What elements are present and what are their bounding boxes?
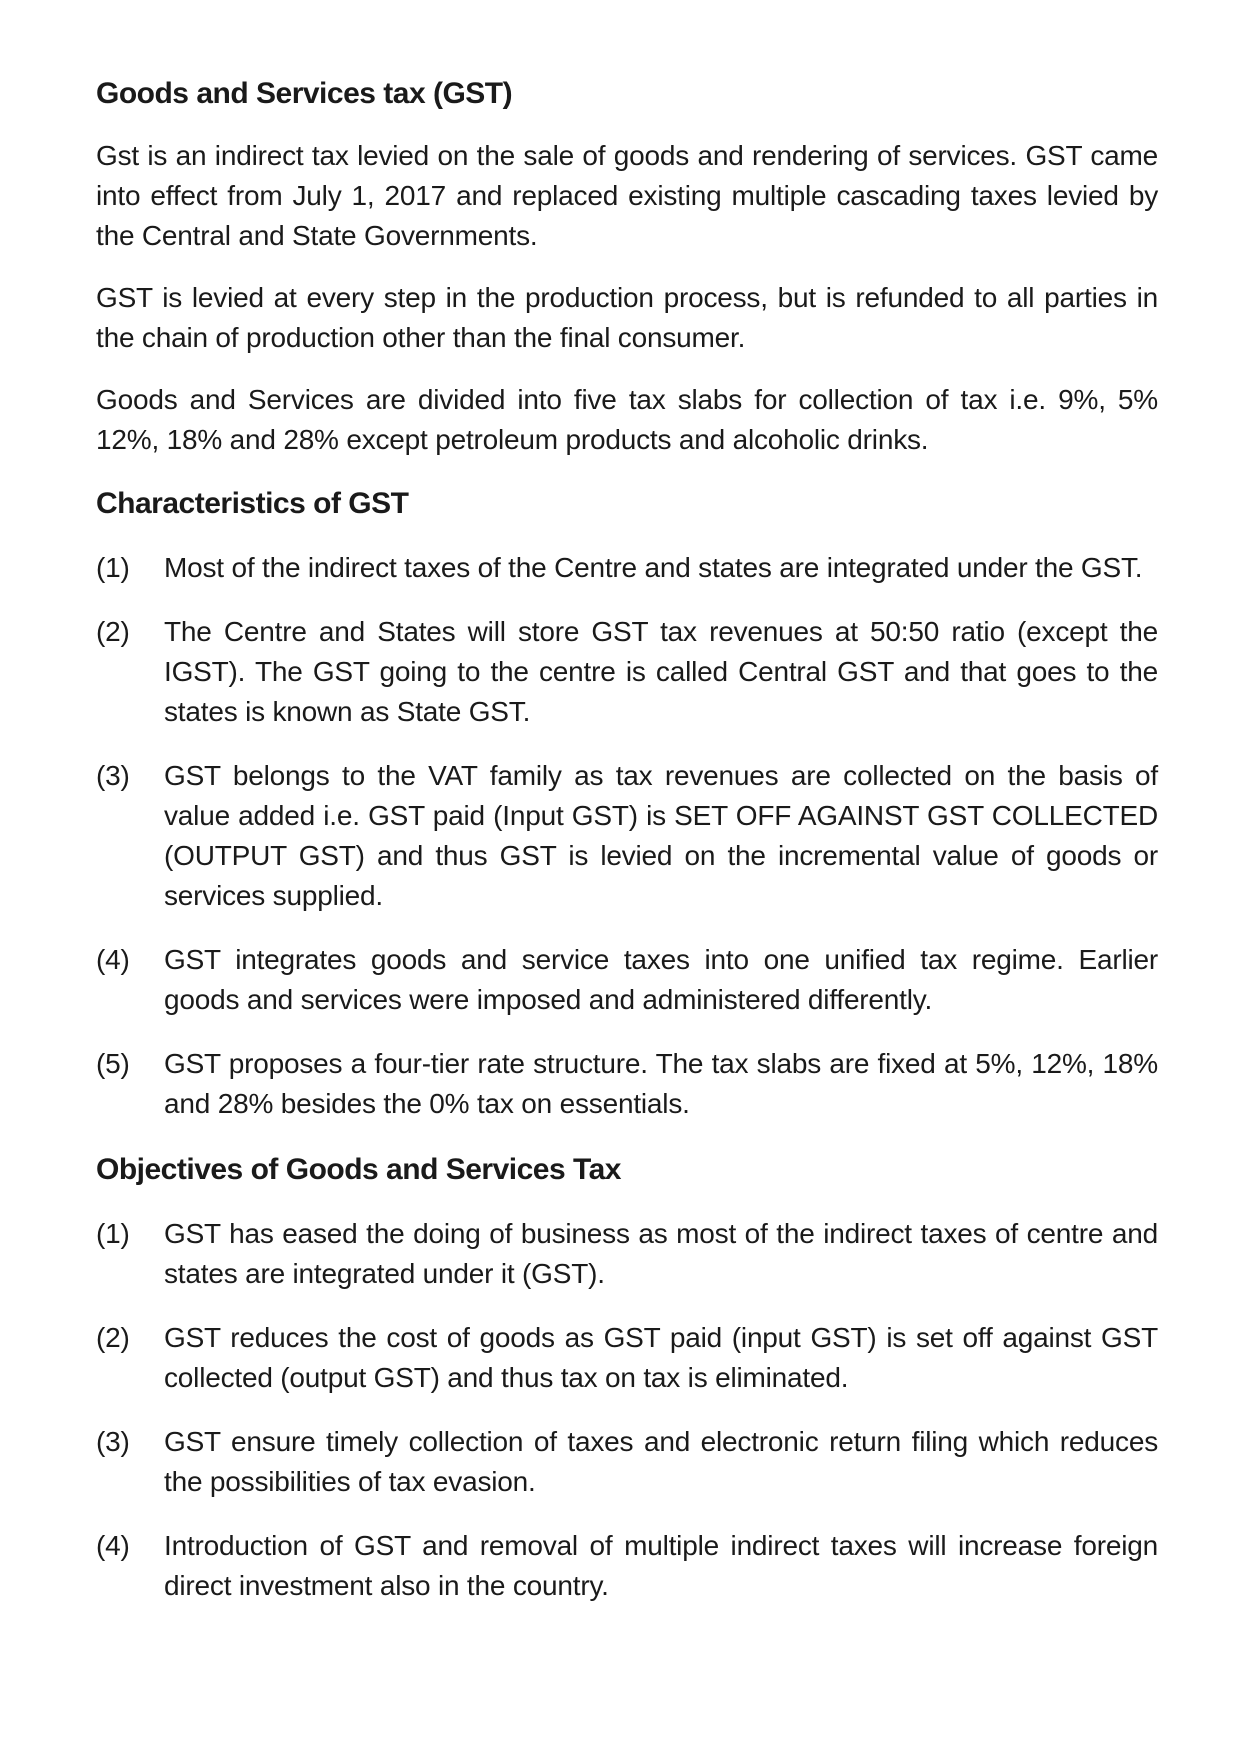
- list-item-number: (2): [96, 1322, 130, 1353]
- characteristics-list: [96, 548, 1158, 1124]
- list-item: [96, 940, 1158, 1020]
- list-item-number: (1): [96, 1218, 130, 1249]
- list-item: [96, 612, 1158, 732]
- objectives-heading: Objectives of Goods and Services Tax: [96, 1153, 621, 1186]
- list-item: [96, 1422, 1158, 1502]
- list-item: [96, 1044, 1158, 1124]
- list-item-number: (5): [96, 1048, 130, 1079]
- list-item-number: (1): [96, 552, 130, 583]
- list-item-number: (2): [96, 616, 130, 647]
- list-item-text: GST proposes a four-tier rate structure. The tax slabs are fixed at 5%, 12%, 18% and 28% besides the 0% tax on essentials.: [164, 1048, 1158, 1119]
- list-item-text: GST ensure timely collection of taxes and electronic return filing which reduces the possibilities of tax evasion.: [164, 1426, 1158, 1497]
- list-item: [96, 1526, 1158, 1606]
- list-item: [96, 548, 1158, 588]
- objectives-list: [96, 1214, 1158, 1606]
- list-item: [96, 1214, 1158, 1294]
- list-item-text: GST integrates goods and service taxes into one unified tax regime. Earlier goods and services were imposed and administered differently.: [164, 944, 1158, 1015]
- list-item-number: (3): [96, 1426, 130, 1457]
- list-item-text: GST reduces the cost of goods as GST paid (input GST) is set off against GST collected (output GST) and thus tax on tax is eliminated.: [164, 1322, 1158, 1393]
- list-item-number: (3): [96, 760, 130, 791]
- list-item: [96, 1318, 1158, 1398]
- intro-paragraph: GST is levied at every step in the production process, but is refunded to all parties in the chain of production other than the final consumer.: [96, 282, 1158, 353]
- list-item-text: GST has eased the doing of business as most of the indirect taxes of centre and states are integrated under it (GST).: [164, 1218, 1158, 1289]
- list-item-text: GST belongs to the VAT family as tax revenues are collected on the basis of value added i.e. GST paid (Input GST) is SET OFF AGAINST GST COLLECTED (OUTPUT GST) and thus GST is levied on the incremental value of goods or services supplied.: [164, 760, 1158, 911]
- list-item-text: The Centre and States will store GST tax revenues at 50:50 ratio (except the IGST). The GST going to the centre is called Central GST and that goes to the states is known as State GST.: [164, 616, 1158, 727]
- list-item-number: (4): [96, 1530, 130, 1561]
- characteristics-heading: Characteristics of GST: [96, 487, 409, 520]
- intro-paragraph: Gst is an indirect tax levied on the sale of goods and rendering of services. GST came into effect from July 1, 2017 and replaced existing multiple cascading taxes levied by the Central and State Governments.: [96, 140, 1158, 251]
- page-title: Goods and Services tax (GST): [96, 77, 513, 110]
- list-item-text: Introduction of GST and removal of multiple indirect taxes will increase foreign direct investment also in the country.: [164, 1530, 1158, 1601]
- list-item-number: (4): [96, 944, 130, 975]
- list-item-text: Most of the indirect taxes of the Centre and states are integrated under the GST.: [164, 552, 1143, 583]
- intro-paragraph: Goods and Services are divided into five tax slabs for collection of tax i.e. 9%, 5% 12%, 18% and 28% except petroleum products and alcoholic drinks.: [96, 384, 1158, 455]
- list-item: [96, 756, 1158, 916]
